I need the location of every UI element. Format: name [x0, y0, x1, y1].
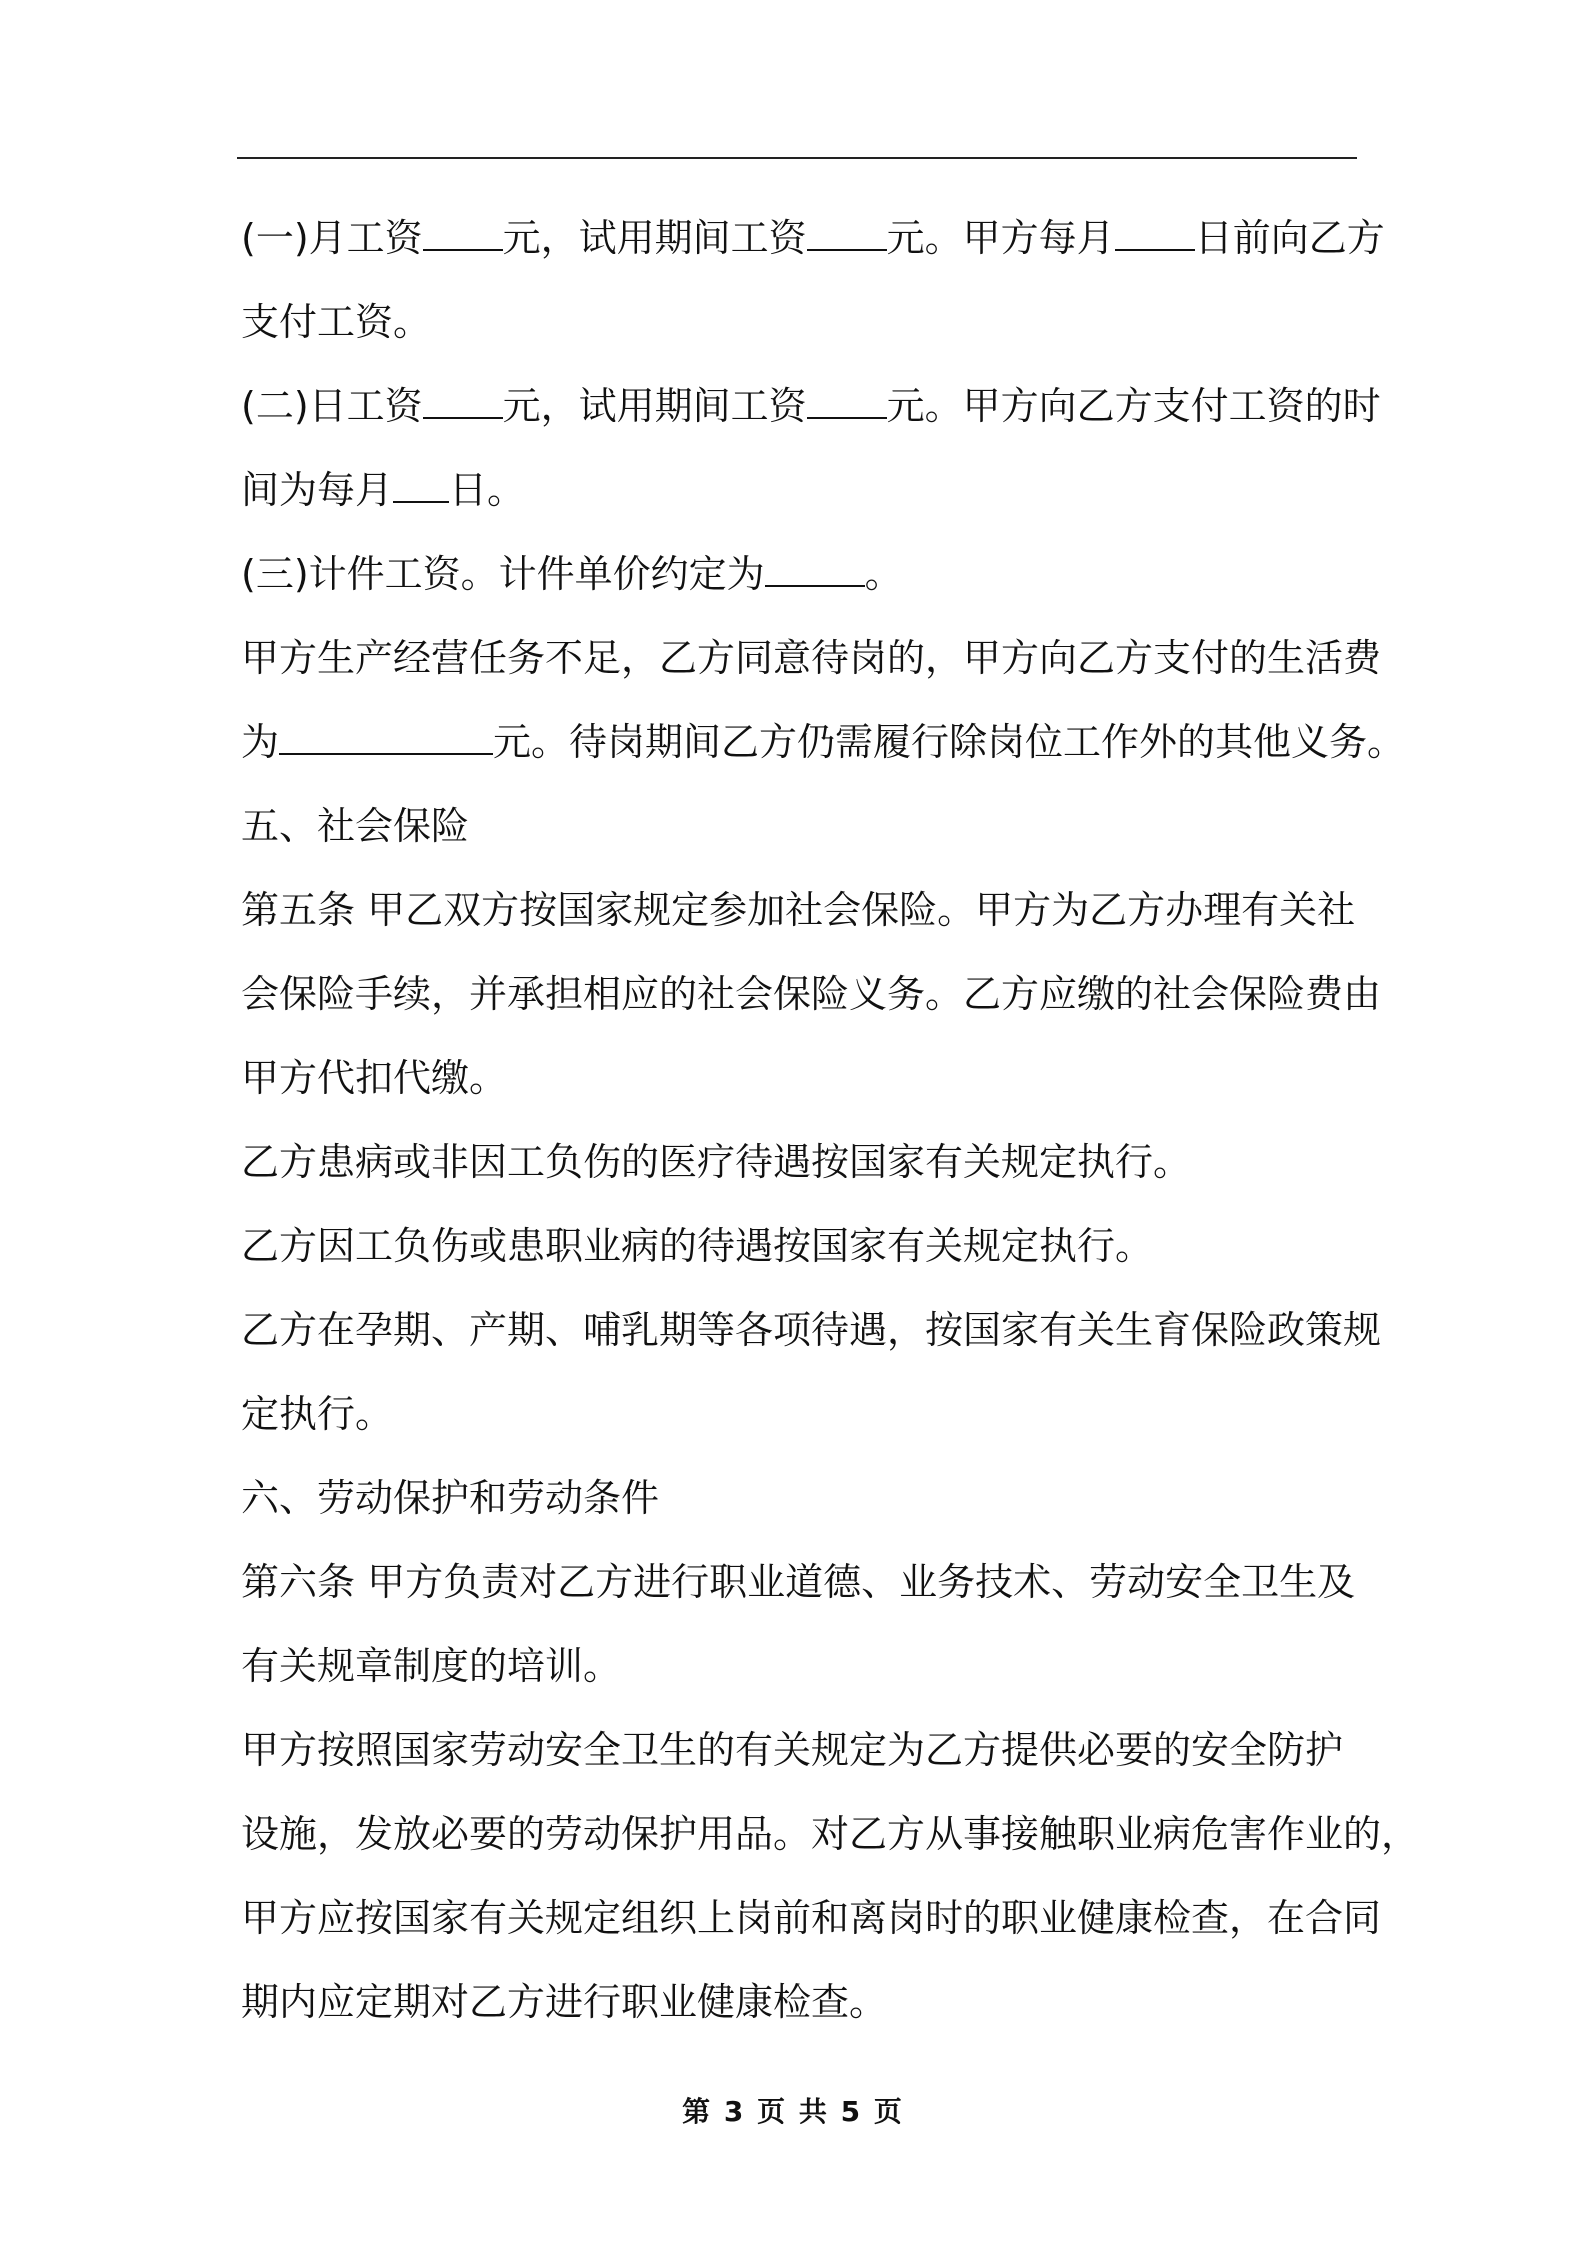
article-6-line-1: 第六条 甲方负责对乙方进行职业道德、业务技术、劳动安全卫生及	[241, 1560, 1356, 1604]
wage-daily-line	[241, 364, 1381, 448]
text-segment: (一)月工资	[241, 216, 423, 260]
wage-piece-line	[241, 532, 1361, 616]
article-6-line-2: 有关规章制度的培训。	[241, 1644, 622, 1688]
article-5-line-1: 第五条 甲乙双方按国家规定参加社会保险。甲方为乙方办理有关社	[241, 888, 1356, 932]
text-segment: 元，试用期间工资	[502, 384, 807, 428]
monthly-wage-blank	[423, 219, 503, 251]
daily-wage-blank	[423, 387, 503, 419]
section-5-title: 五、社会保险	[241, 804, 470, 848]
piece-rate-blank	[765, 555, 865, 587]
wage-daily-cont	[241, 448, 1361, 532]
page-number: 第 3 页 共 5 页	[682, 2095, 904, 2128]
text-segment: (三)计件工资。计件单价约定为	[241, 552, 765, 596]
safety-line-3: 甲方应按国家有关规定组织上岗前和离岗时的职业健康检查，在合同	[241, 1896, 1382, 1940]
safety-line-2: 设施，发放必要的劳动保护用品。对乙方从事接触职业病危害作业的，	[241, 1812, 1420, 1856]
safety-line-1: 甲方按照国家劳动安全卫生的有关规定为乙方提供必要的安全防护	[241, 1728, 1344, 1772]
maternity-line-1: 乙方在孕期、产期、哺乳期等各项待遇，按国家有关生育保险政策规	[241, 1308, 1382, 1352]
standby-line-1: 甲方生产经营任务不足，乙方同意待岗的，甲方向乙方支付的生活费	[241, 636, 1382, 680]
text-segment: 日前向乙方	[1194, 216, 1385, 260]
daily-pay-day-blank	[393, 471, 449, 503]
document-body	[241, 196, 1420, 2044]
text-segment: 间为每月	[241, 468, 394, 512]
pay-day-blank	[1115, 219, 1195, 251]
text-segment: 元，试用期间工资	[502, 216, 807, 260]
article-5-line-2: 会保险手续，并承担相应的社会保险义务。乙方应缴的社会保险费由	[241, 972, 1382, 1016]
text-segment: 元。待岗期间乙方仍需履行除岗位工作外的其他义务。	[493, 720, 1406, 764]
safety-line-4: 期内应定期对乙方进行职业健康检查。	[241, 1980, 888, 2024]
text-segment: 。	[864, 552, 903, 596]
text-segment: 元。甲方向乙方支付工资的时	[886, 384, 1381, 428]
standby-line-2	[241, 700, 1406, 784]
work-injury-line: 乙方因工负伤或患职业病的待遇按国家有关规定执行。	[241, 1224, 1154, 1268]
living-allowance-blank	[279, 723, 493, 755]
text-segment: (二)日工资	[241, 384, 423, 428]
wage-monthly-cont: 支付工资。	[241, 300, 432, 344]
daily-probation-wage-blank	[807, 387, 887, 419]
text-segment: 元。甲方每月	[886, 216, 1115, 260]
text-segment: 为	[241, 720, 280, 764]
text-segment: 日。	[449, 468, 526, 512]
wage-monthly-line	[241, 196, 1385, 280]
section-6-title: 六、劳动保护和劳动条件	[241, 1476, 660, 1520]
maternity-line-2: 定执行。	[241, 1392, 394, 1436]
header-rule	[237, 157, 1357, 159]
probation-wage-blank	[807, 219, 887, 251]
article-5-line-3: 甲方代扣代缴。	[241, 1056, 508, 1100]
medical-treatment-line: 乙方患病或非因工负伤的医疗待遇按国家有关规定执行。	[241, 1140, 1192, 1184]
